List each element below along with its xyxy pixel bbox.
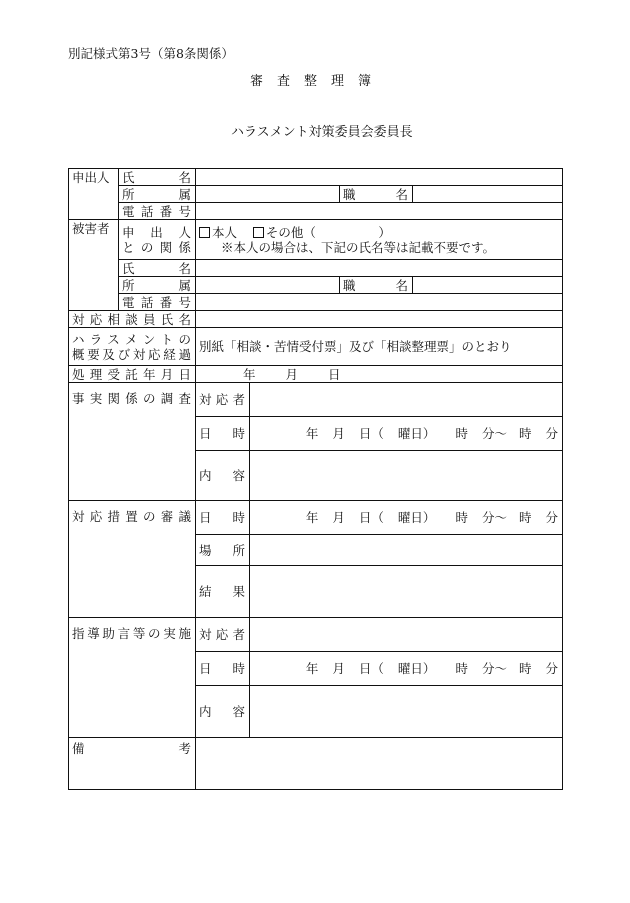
review-register-form (68, 168, 563, 790)
applicant-position-label: 職 名 (340, 186, 413, 203)
guidance-content-field[interactable] (250, 686, 563, 738)
victim-position-label: 職 名 (340, 277, 413, 294)
victim-name-label: 氏 名 (119, 260, 196, 277)
applicant-affiliation-field[interactable] (196, 186, 340, 203)
deliberation-result-label: 結 果 (196, 566, 250, 618)
applicant-position-field[interactable] (413, 186, 563, 203)
document-title: 審査整理簿 (250, 74, 386, 89)
deliberation-datetime-label: 日 時 (196, 501, 250, 535)
remarks-label: 備 考 (69, 738, 196, 790)
victim-name-field[interactable] (196, 260, 563, 277)
summary-label: ハラスメントの 概要及び対応経過 (69, 328, 196, 366)
deliberation-result-field[interactable] (250, 566, 563, 618)
deliberation-place-label: 場 所 (196, 535, 250, 566)
deliberation-place-field[interactable] (250, 535, 563, 566)
guidance-label: 指導助言等の実施 (69, 618, 196, 738)
other-checkbox[interactable]: その他（ ） (253, 225, 391, 240)
victim-note: ※本人の場合は、下記の氏名等は記載不要です。 (221, 239, 496, 255)
applicant-section-label: 申出人 (69, 169, 119, 220)
applicant-name-field[interactable] (196, 169, 563, 186)
summary-value: 別紙「相談・苦情受付票」及び「相談整理票」のとおり (196, 328, 563, 366)
guidance-handler-label: 対応者 (196, 618, 250, 652)
investigation-label: 事実関係の調査 (69, 383, 196, 501)
investigation-content-label: 内 容 (196, 451, 250, 501)
guidance-datetime-field[interactable]: 年 月 日（ 曜日） 時 分～ 時 分 (250, 652, 563, 686)
victim-relation-label: 申 出 人 との関係 (119, 220, 196, 260)
receipt-date-label: 処理受託年月日 (69, 366, 196, 383)
form-number-label: 別記様式第3号（第8条関係） (68, 46, 234, 61)
applicant-phone-label: 電話番号 (119, 203, 196, 220)
investigation-datetime-label: 日 時 (196, 417, 250, 451)
guidance-content-label: 内 容 (196, 686, 250, 738)
recipient-title: ハラスメント対策委員会委員長 (231, 125, 413, 140)
victim-relation-field (196, 220, 563, 260)
guidance-datetime-label: 日 時 (196, 652, 250, 686)
victim-affiliation-label: 所 属 (119, 277, 196, 294)
deliberation-datetime-field[interactable]: 年 月 日（ 曜日） 時 分～ 時 分 (250, 501, 563, 535)
victim-position-field[interactable] (413, 277, 563, 294)
deliberation-label: 対応措置の審議 (69, 501, 196, 618)
investigation-datetime-field[interactable]: 年 月 日（ 曜日） 時 分～ 時 分 (250, 417, 563, 451)
counselor-field[interactable] (196, 311, 563, 328)
receipt-date-field[interactable]: 年 月 日 (196, 366, 563, 383)
remarks-field[interactable] (196, 738, 563, 790)
applicant-name-label: 氏 名 (119, 169, 196, 186)
applicant-phone-field[interactable] (196, 203, 563, 220)
applicant-affiliation-label: 所 属 (119, 186, 196, 203)
victim-phone-label: 電話番号 (119, 294, 196, 311)
victim-affiliation-field[interactable] (196, 277, 340, 294)
counselor-label: 対応相談員氏名 (69, 311, 196, 328)
investigation-content-field[interactable] (250, 451, 563, 501)
victim-phone-field[interactable] (196, 294, 563, 311)
guidance-handler-field[interactable] (250, 618, 563, 652)
self-checkbox[interactable]: 本人 (199, 225, 237, 240)
investigation-handler-field[interactable] (250, 383, 563, 417)
investigation-handler-label: 対応者 (196, 383, 250, 417)
victim-section-label: 被害者 (69, 220, 119, 311)
